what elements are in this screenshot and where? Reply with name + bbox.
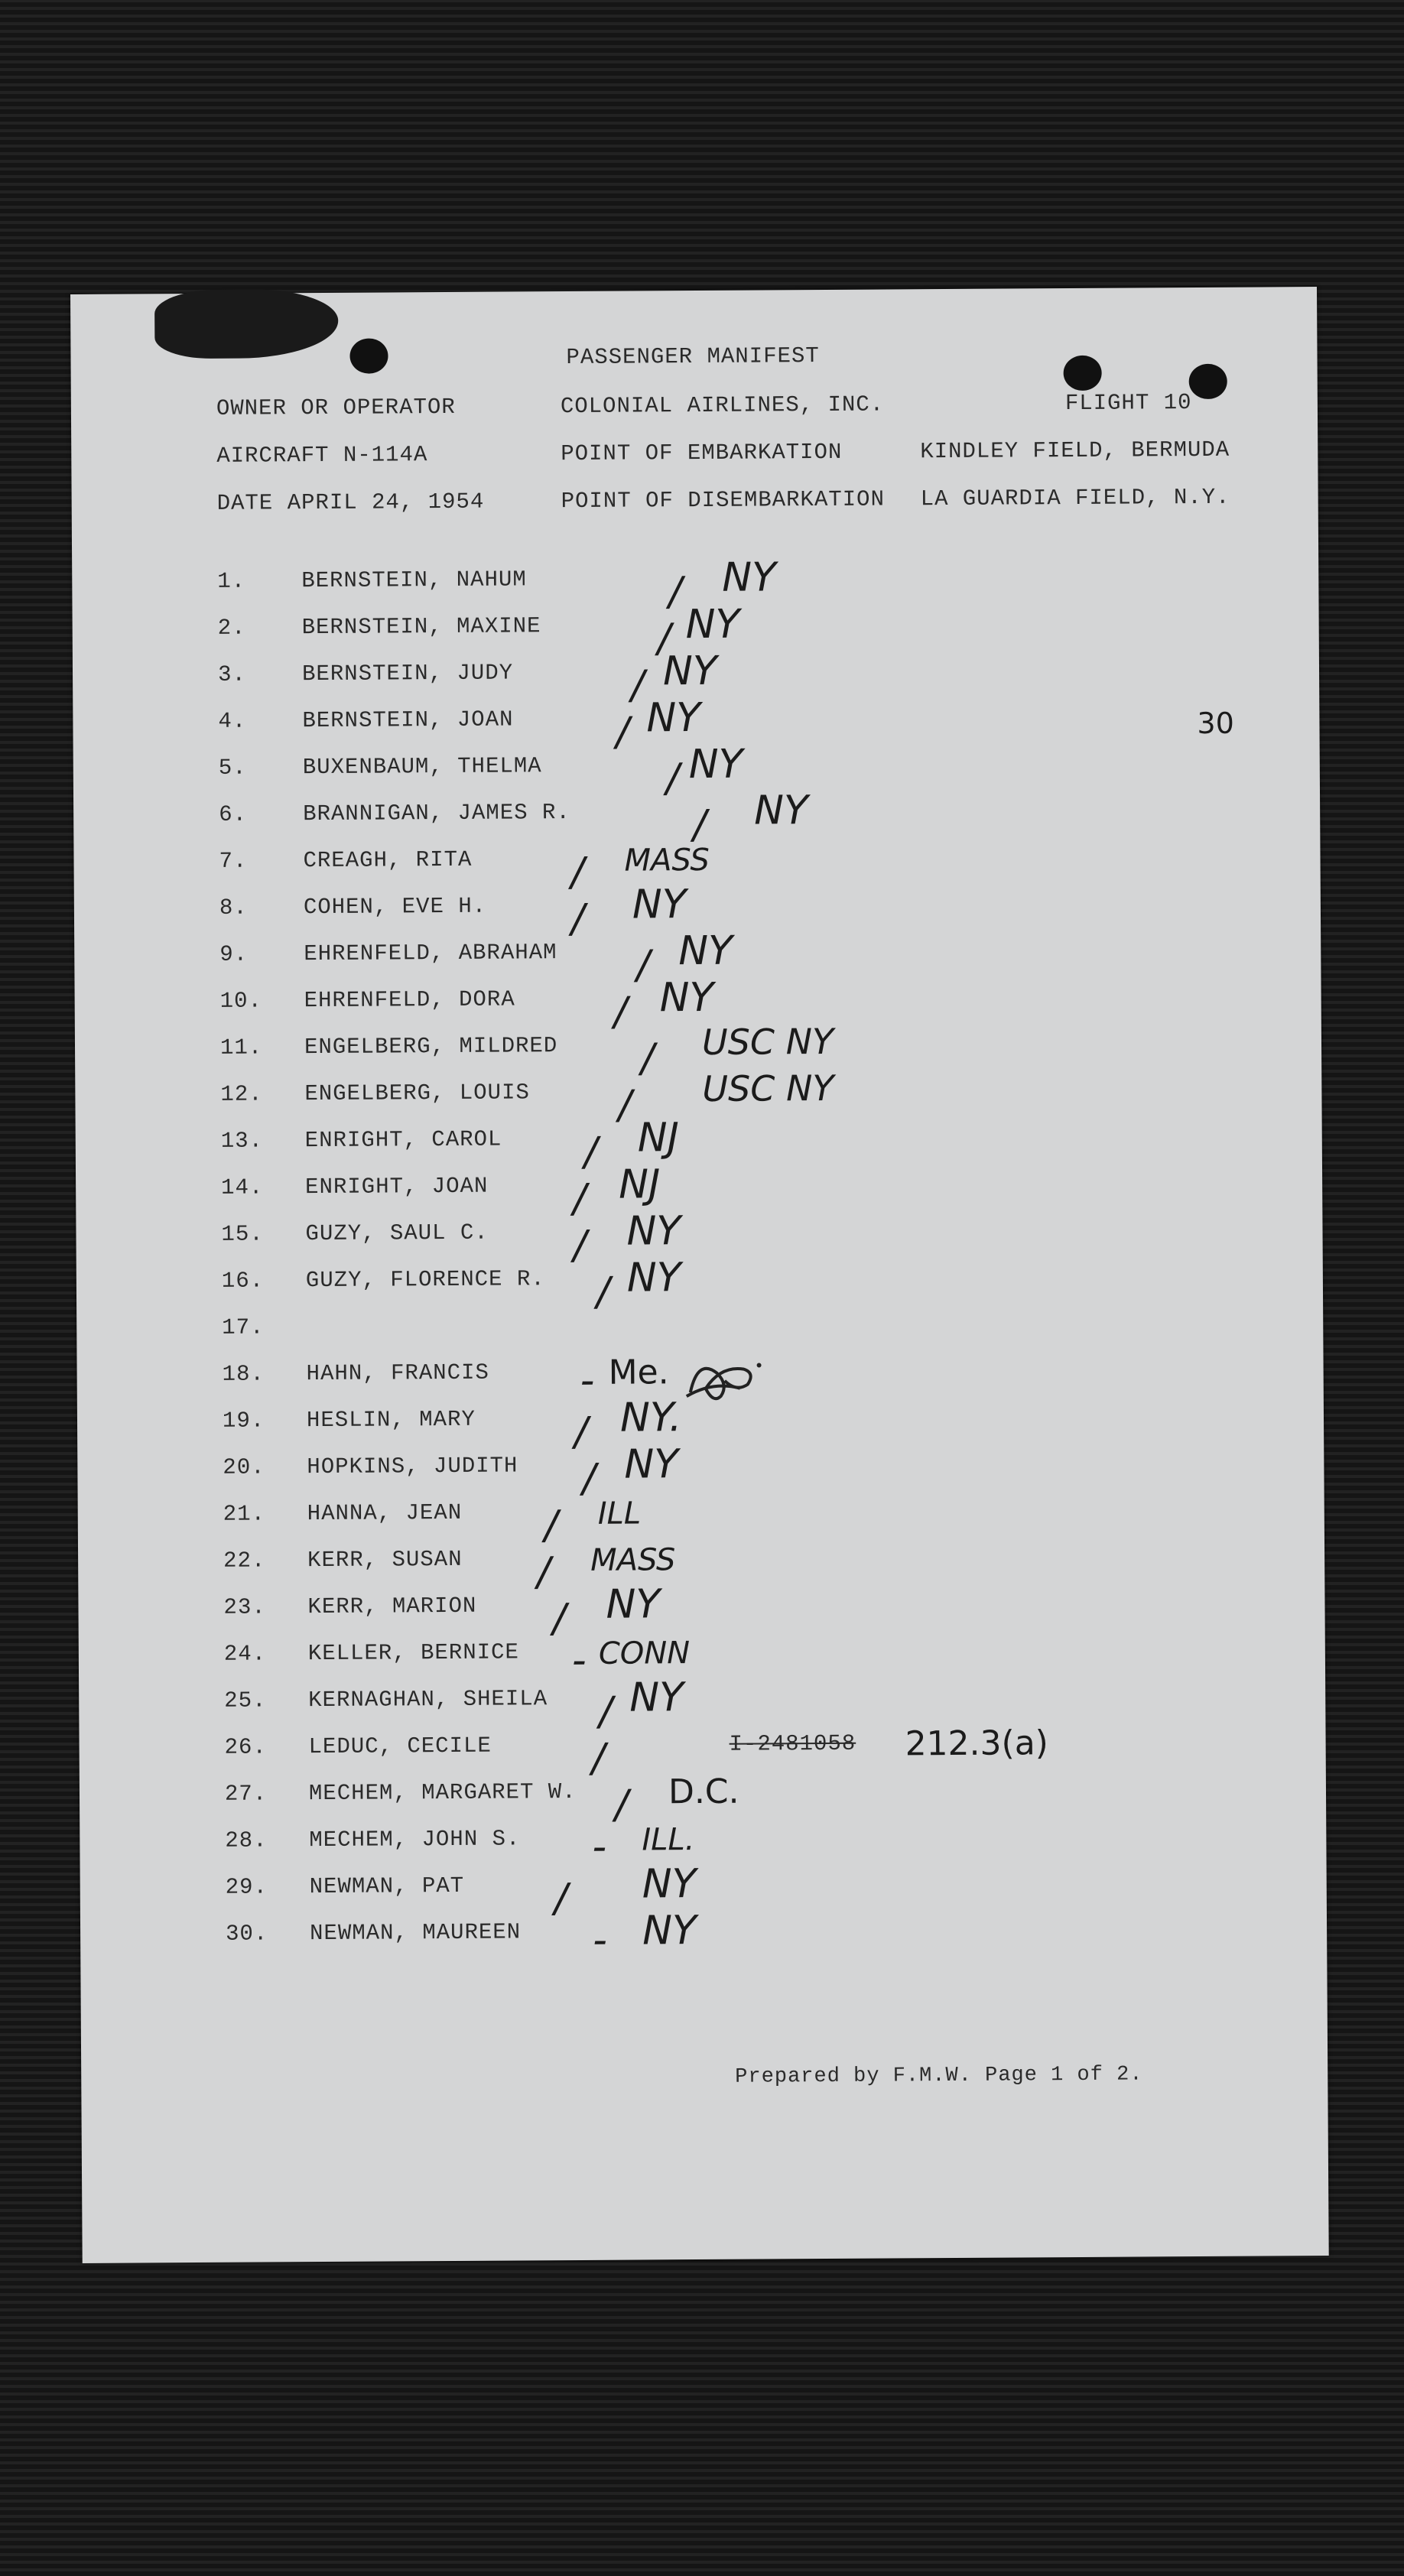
row-number: 3.: [217, 661, 246, 687]
passenger-name: GUZY, SAUL C.: [305, 1220, 489, 1247]
list-item: [217, 648, 1059, 709]
row-number: 17.: [222, 1314, 265, 1340]
row-number: 30.: [226, 1921, 268, 1947]
check-mark-icon: /: [570, 895, 585, 943]
list-item: [219, 788, 1060, 849]
check-mark-icon: /: [693, 801, 707, 849]
state-annotation: 212.3(a): [905, 1723, 1049, 1764]
row-number: 7.: [219, 848, 248, 874]
state-annotation: NY: [642, 1861, 697, 1908]
check-mark-icon: /: [618, 1082, 632, 1129]
check-mark-icon: /: [552, 1596, 567, 1642]
state-annotation: D.C.: [668, 1772, 739, 1812]
date: DATE APRIL 24, 1954: [216, 489, 485, 516]
flight-number: FLIGHT 10: [1064, 390, 1192, 417]
check-mark-icon: /: [613, 989, 628, 1035]
state-annotation: NY: [659, 974, 714, 1022]
state-annotation: NY: [646, 694, 701, 742]
owner-value: COLONIAL AIRLINES, INC.: [560, 391, 885, 420]
punch-hole-right-2: [1189, 364, 1227, 399]
list-item: [219, 882, 1061, 943]
state-annotation: NY: [626, 1255, 681, 1301]
list-item: [219, 842, 1060, 896]
row-number: 10.: [219, 988, 262, 1014]
passenger-name: BRANNIGAN, JAMES R.: [303, 800, 570, 827]
row-number: 25.: [224, 1688, 267, 1714]
list-item: [222, 1310, 1063, 1353]
list-item: [221, 1208, 1062, 1269]
manifest-page: [70, 287, 1329, 2263]
list-item: [226, 1908, 1067, 1964]
passenger-name: ENRIGHT, CAROL: [304, 1126, 502, 1154]
list-item: [219, 927, 1061, 989]
row-number: 28.: [225, 1827, 268, 1853]
row-number: 29.: [225, 1874, 268, 1900]
manifest-title: PASSENGER MANIFEST: [566, 343, 820, 371]
check-mark-icon: /: [636, 942, 651, 989]
list-item: [224, 1772, 1066, 1828]
state-annotation: NJ: [637, 1115, 680, 1161]
passenger-name: GUZY, FLORENCE R.: [305, 1266, 545, 1294]
list-item: [224, 1675, 1065, 1735]
row-number: 6.: [219, 801, 248, 827]
check-mark-icon: /: [630, 662, 645, 709]
dash-mark-icon: -: [571, 1637, 587, 1684]
passenger-name: HESLIN, MARY: [306, 1406, 476, 1434]
state-annotation: ILL.: [642, 1822, 695, 1858]
state-annotation: NY: [624, 1441, 679, 1488]
state-annotation: NY: [722, 554, 777, 601]
row-number: 24.: [223, 1641, 267, 1667]
passenger-name: KERNAGHAN, SHEILA: [308, 1686, 548, 1714]
list-item: [221, 1161, 1062, 1223]
state-annotation: MASS: [590, 1542, 676, 1578]
passenger-name: LEDUC, CECILE: [308, 1733, 492, 1760]
row-number: 1.: [217, 568, 246, 594]
disembarkation-label: POINT OF DISEMBARKATION: [561, 486, 886, 515]
state-annotation: NY: [753, 788, 808, 834]
row-number: 9.: [219, 941, 249, 967]
row-number: 22.: [223, 1548, 266, 1574]
row-number: 19.: [222, 1408, 265, 1434]
list-item: [219, 1020, 1061, 1082]
state-annotation: NY: [688, 741, 743, 788]
row-number: 21.: [223, 1501, 266, 1527]
list-item: [223, 1581, 1064, 1642]
passenger-name: MECHEM, JOHN S.: [309, 1826, 521, 1853]
check-mark-icon: /: [554, 1876, 568, 1922]
passenger-name: HAHN, FRANCIS: [306, 1359, 489, 1387]
state-annotation: NY: [662, 648, 717, 695]
state-annotation: CONN: [598, 1636, 691, 1671]
check-mark-icon: /: [599, 1688, 613, 1735]
passenger-name: EHRENFELD, DORA: [304, 986, 515, 1014]
dash-mark-icon: -: [592, 1824, 607, 1870]
passenger-name: EHRENFELD, ABRAHAM: [304, 940, 557, 967]
disembarkation-value: LA GUARDIA FIELD, N.Y.: [920, 484, 1230, 512]
embarkation-value: KINDLEY FIELD, BERMUDA: [920, 437, 1230, 465]
passenger-name: KERR, MARION: [307, 1593, 477, 1620]
passenger-name: NEWMAN, PAT: [309, 1873, 465, 1900]
list-item: [222, 1395, 1064, 1456]
passenger-name: ENGELBERG, MILDRED: [304, 1033, 558, 1061]
list-item: [220, 1115, 1062, 1175]
row-number: 12.: [220, 1081, 263, 1107]
passenger-name: BUXENBAUM, THELMA: [302, 753, 542, 781]
state-annotation: NY: [685, 601, 740, 648]
check-mark-icon: /: [665, 755, 680, 802]
state-annotation: NY: [629, 1675, 684, 1721]
aircraft: AIRCRAFT N-114A: [216, 442, 428, 469]
list-item: [223, 1496, 1064, 1549]
row-number: 11.: [219, 1035, 263, 1061]
list-item: [217, 554, 1058, 616]
state-annotation: NY: [642, 1908, 697, 1954]
list-item: [218, 694, 1059, 755]
passenger-name: BERNSTEIN, MAXINE: [301, 613, 541, 641]
check-mark-icon: /: [616, 709, 630, 755]
state-annotation: Me.: [608, 1353, 669, 1392]
list-item: [223, 1636, 1065, 1684]
passenger-name: BERNSTEIN, NAHUM: [301, 567, 527, 594]
state-annotation: NY: [632, 882, 687, 928]
passenger-name: HOPKINS, JUDITH: [307, 1453, 518, 1480]
row-number: 26.: [224, 1734, 267, 1760]
list-item: [224, 1723, 1066, 1782]
check-mark-icon: /: [573, 1222, 587, 1269]
list-item: [221, 1255, 1063, 1315]
row-number: 2.: [217, 615, 246, 641]
state-annotation: ILL: [597, 1496, 642, 1532]
row-number: 20.: [223, 1454, 265, 1480]
passenger-name: KERR, SUSAN: [307, 1546, 463, 1574]
state-annotation: USC NY: [702, 1067, 834, 1109]
check-mark-icon: /: [596, 1269, 610, 1315]
passenger-name: BERNSTEIN, JOAN: [302, 707, 514, 734]
check-mark-icon: /: [544, 1502, 558, 1549]
list-item: [219, 974, 1061, 1035]
page-footer: Prepared by F.M.W. Page 1 of 2.: [735, 2063, 1143, 2089]
check-mark-icon: /: [657, 616, 671, 662]
row-number: 8.: [219, 895, 248, 921]
embarkation-label: POINT OF EMBARKATION: [561, 439, 843, 467]
passenger-name: HANNA, JEAN: [307, 1499, 463, 1527]
state-annotation: USC NY: [701, 1020, 834, 1063]
list-item: [225, 1861, 1067, 1922]
check-mark-icon: /: [614, 1782, 629, 1828]
passenger-name: COHEN, EVE H.: [303, 893, 487, 921]
passenger-name: ENGELBERG, LOUIS: [304, 1080, 530, 1107]
check-mark-icon: /: [582, 1455, 596, 1502]
passenger-name: NEWMAN, MAUREEN: [309, 1919, 522, 1947]
torn-corner: [154, 289, 339, 359]
list-item: [217, 601, 1059, 662]
row-number: 5.: [218, 755, 247, 781]
list-item: [225, 1822, 1066, 1870]
row-number: 14.: [221, 1174, 264, 1200]
list-item: [223, 1441, 1064, 1502]
list-item: [220, 1067, 1061, 1129]
check-mark-icon: /: [583, 1129, 598, 1175]
state-annotation: NY: [606, 1581, 661, 1628]
state-annotation: NY: [626, 1208, 681, 1255]
state-annotation: NY.: [619, 1395, 682, 1441]
check-mark-icon: /: [570, 849, 585, 896]
check-mark-icon: /: [537, 1549, 551, 1596]
row-number: 27.: [224, 1781, 268, 1807]
row-number: 18.: [222, 1361, 265, 1387]
check-mark-icon: /: [668, 569, 683, 616]
dash-mark-icon: -: [580, 1357, 595, 1404]
page-count-mark: 30: [1197, 706, 1234, 741]
passenger-name: KELLER, BERNICE: [307, 1639, 520, 1667]
list-item: [218, 741, 1060, 802]
dash-mark-icon: -: [592, 1917, 608, 1964]
punch-hole-right-1: [1064, 356, 1102, 391]
state-annotation: MASS: [624, 842, 710, 879]
state-annotation: NJ: [618, 1161, 661, 1208]
punch-hole-left: [349, 338, 388, 373]
state-annotation: NY: [678, 927, 733, 975]
row-number: 4.: [218, 708, 247, 734]
check-mark-icon: /: [573, 1175, 587, 1223]
row-number: 16.: [221, 1268, 265, 1294]
passenger-name: ENRIGHT, JOAN: [305, 1173, 489, 1200]
row-number: 15.: [221, 1221, 264, 1247]
list-item: [223, 1542, 1064, 1596]
struck-out-number: I-2481058: [729, 1730, 856, 1757]
passenger-name: CREAGH, RITA: [303, 846, 473, 874]
row-number: 23.: [223, 1594, 266, 1620]
check-mark-icon: /: [640, 1035, 655, 1082]
check-mark-icon: /: [591, 1735, 606, 1782]
passenger-name: BERNSTEIN, JUDY: [301, 660, 514, 687]
passenger-name: MECHEM, MARGARET W.: [308, 1779, 577, 1807]
owner-label: OWNER OR OPERATOR: [216, 394, 456, 421]
list-item: [222, 1353, 1064, 1404]
row-number: 13.: [220, 1128, 264, 1154]
check-mark-icon: /: [574, 1408, 588, 1456]
